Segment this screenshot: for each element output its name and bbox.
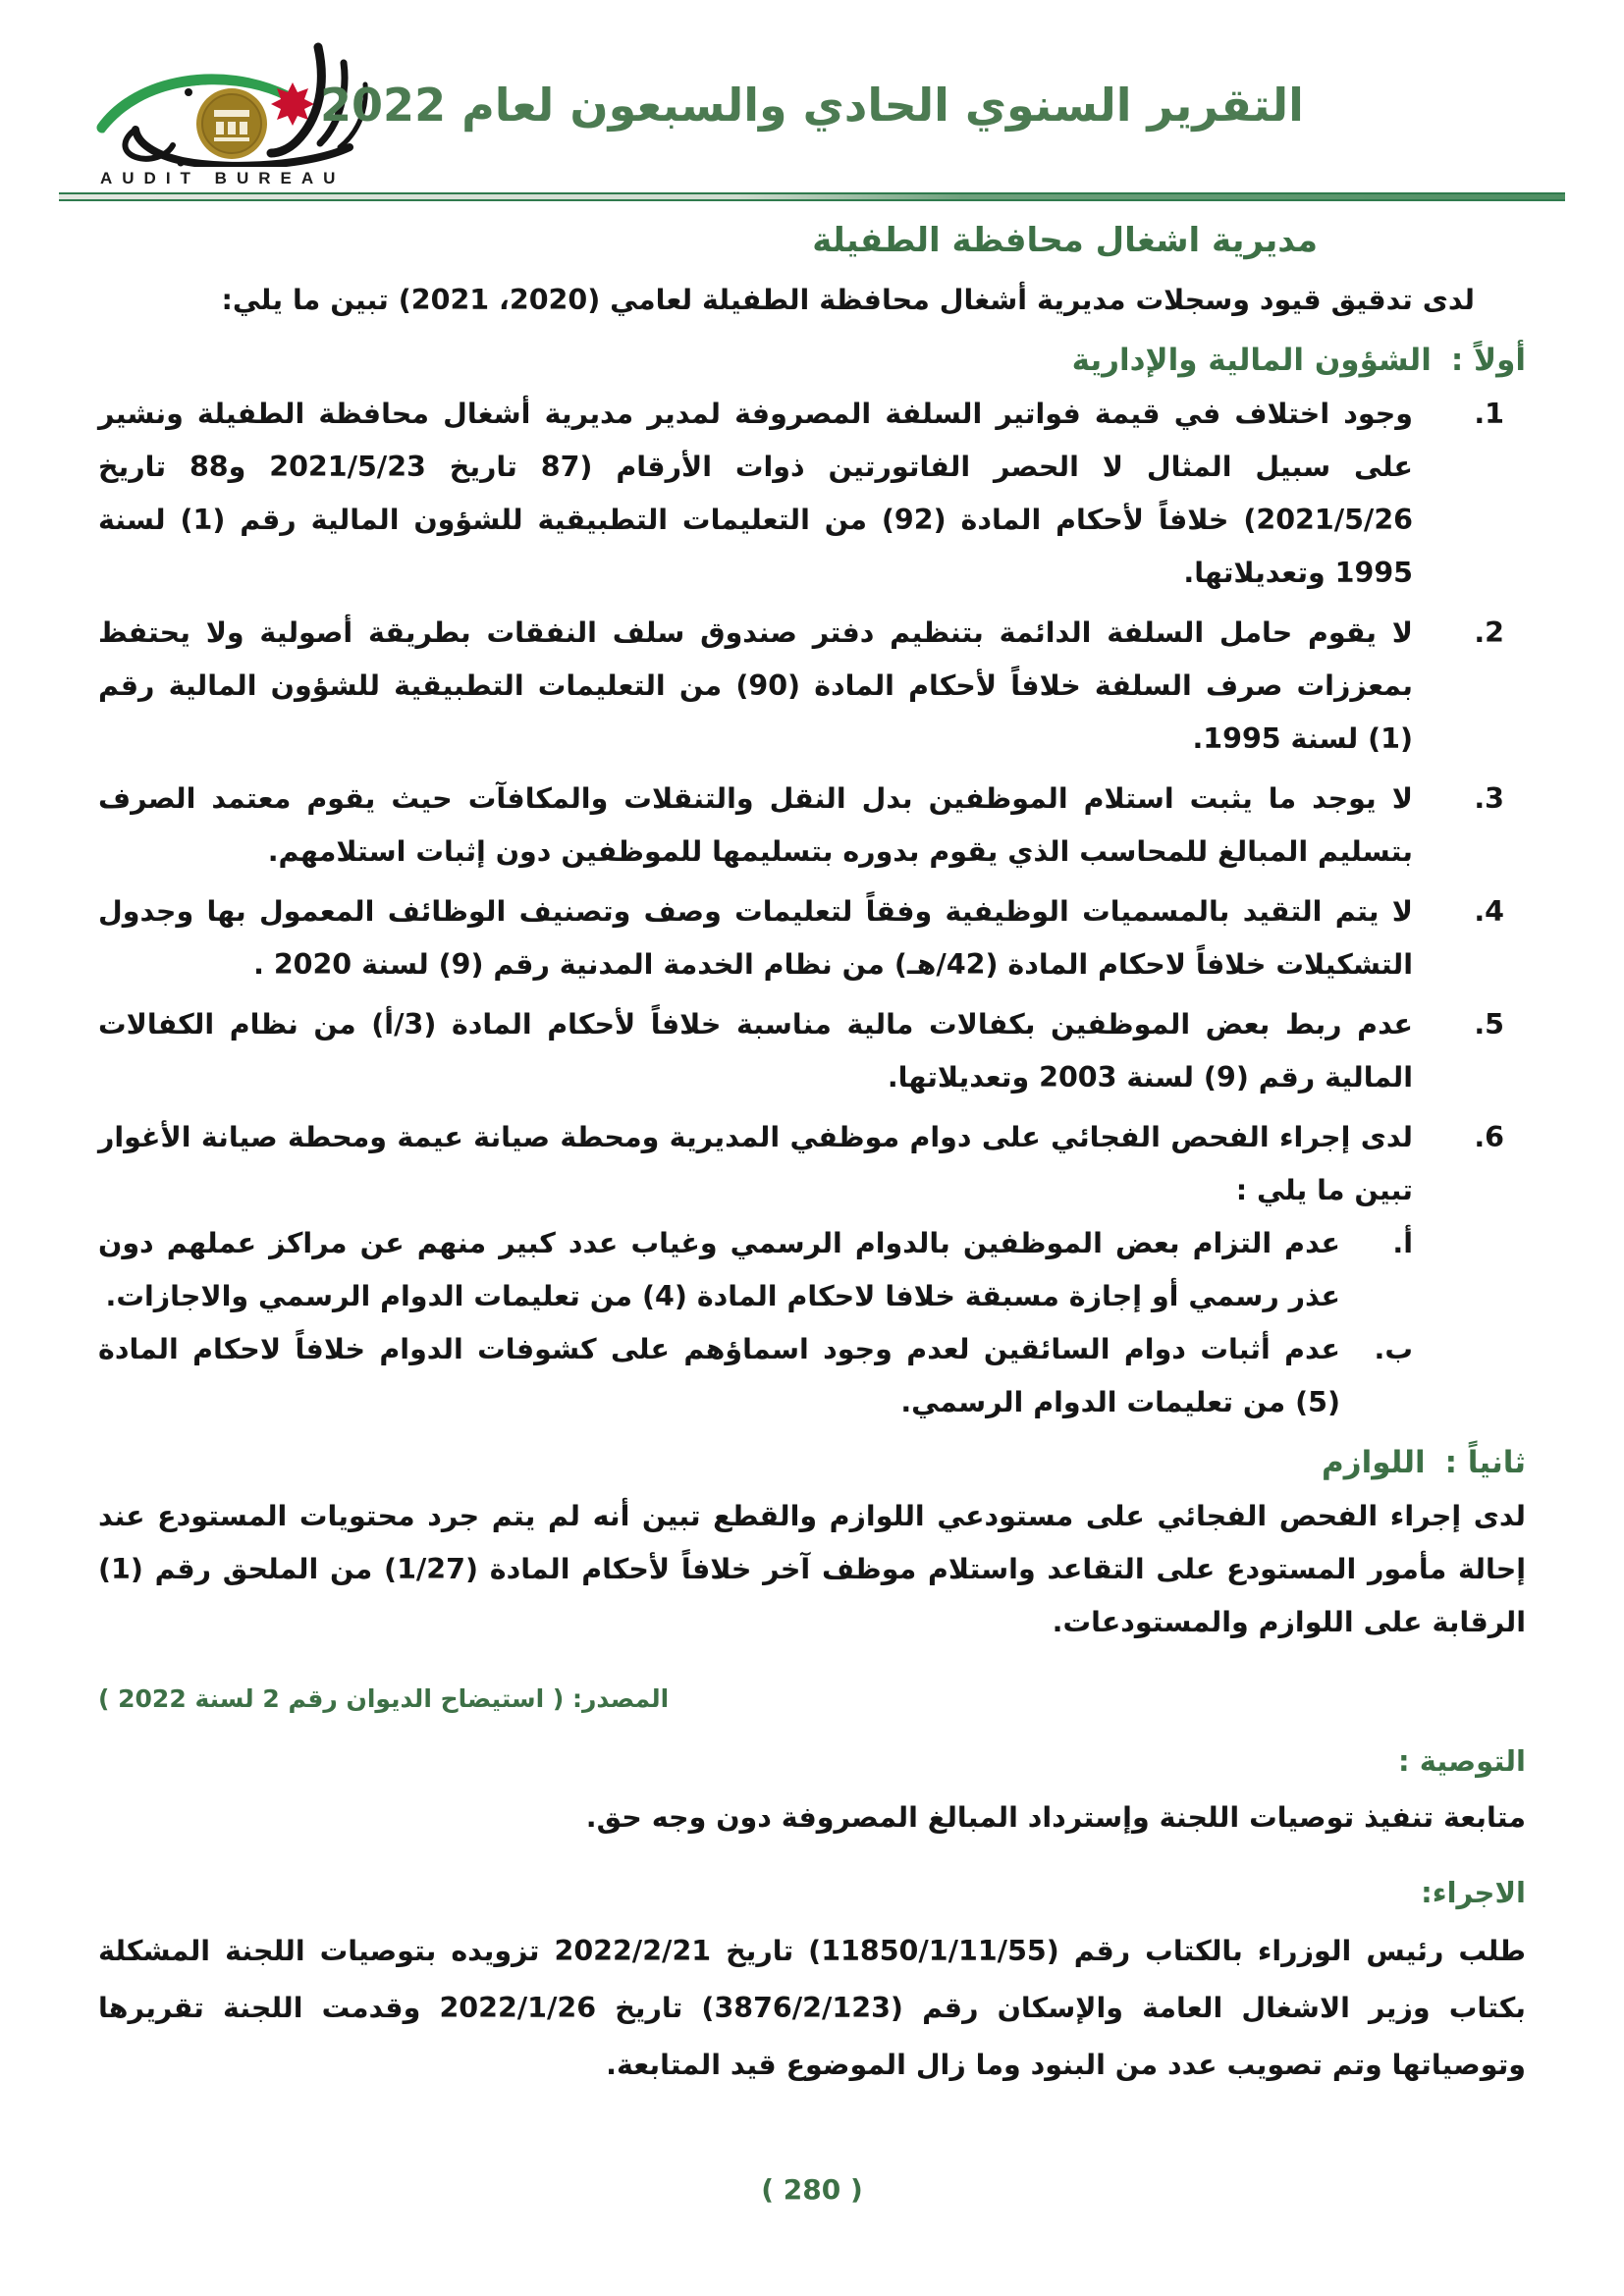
- section-first-heading: [98, 343, 1526, 378]
- directorate-title: مديرية اشغال محافظة الطفيلة: [812, 221, 1318, 260]
- subitem-letter: ب.: [1374, 1333, 1413, 1365]
- finding-text: لا يوجد ما يثبت استلام الموظفين بدل النقل والتنقلات والمكافآت حيث يقوم معتمد الصرف بتسليم المبالغ للمحاسب الذي يقوم بدوره بتسليمها للموظفين دون إثبات استلامهم.: [98, 782, 1413, 868]
- finding-number: 2.: [1474, 616, 1504, 649]
- action-text: طلب رئيس الوزراء بالكتاب رقم (11850/1/11/55) تاريخ 2022/2/21 تزويده بتوصيات اللجنة المشكلة بكتاب وزير الاشغال العامة والإسكان رقم (3876/2/123) تاريخ 2022/1/26 وقدمت اللجنة تقريرها وتوصياتها وتم تصويب عدد من البنود وما زال الموضوع قيد المتابعة.: [98, 1935, 1526, 2081]
- findings-list: [98, 388, 1526, 1429]
- logo-subtitle: AUDIT BUREAU: [100, 169, 346, 187]
- finding-text: وجود اختلاف في قيمة فواتير السلفة المصروفة لمدير مديرية أشغال محافظة الطفيلة ونشير على سبيل المثال لا الحصر الفاتورتين ذوات الأرقام (87 تاريخ 2021/5/23 و88 تاريخ 2021/5/26) خلافاً لأحكام المادة (92) من التعليمات التطبيقية للشؤون المالية رقم (1) لسنة 1995 وتعديلاتها.: [98, 398, 1414, 589]
- source-reference: المصدر: ( استيضاح الديوان رقم 2 لسنة 2022 ): [98, 1684, 670, 1713]
- page-number: ( 280 ): [761, 2173, 863, 2206]
- subitem-text: عدم التزام بعض الموظفين بالدوام الرسمي وغياب عدد كبير منهم عن مراكز عملهم دون عذر رسمي أو إجازة مسبقة خلافا لاحكام المادة (4) من تعليمات الدوام الرسمي والاجازات.: [98, 1227, 1340, 1312]
- finding-item: [98, 607, 1504, 766]
- finding-number: 3.: [1474, 782, 1504, 815]
- finding-item: [98, 388, 1504, 600]
- report-body: [0, 221, 1624, 2094]
- subitem-letter: أ.: [1392, 1227, 1413, 1259]
- finding-number: 5.: [1474, 1008, 1504, 1041]
- section-first-label: أولاً :: [1450, 343, 1526, 378]
- finding-text: لا يقوم حامل السلفة الدائمة بتنظيم دفتر صندوق سلف النفقات بطريقة أصولية ولا يحتفظ بمعززات صرف السلفة خلافاً لأحكام المادة (90) من التعليمات التطبيقية للشؤون المالية رقم (1) لسنة 1995.: [98, 616, 1413, 755]
- action-label: الاجراء:: [1421, 1876, 1526, 1909]
- supplies-paragraph: لدى إجراء الفحص الفجائي على مستودعي اللوازم والقطع تبين أنه لم يتم جرد محتويات المستودع عند إحالة مأمور المستودع على التقاعد واستلام موظف آخر خلافاً لأحكام المادة (1/27) من الملحق رقم (1) الرقابة على اللوازم والمستودعات.: [98, 1500, 1527, 1638]
- finding-number: 4.: [1474, 895, 1504, 928]
- intro-paragraph: لدى تدقيق قيود وسجلات مديرية أشغال محافظة الطفيلة لعامي (2020، 2021) تبين ما يلي:: [221, 284, 1475, 316]
- subitem-text: عدم أثبات دوام السائقين لعدم وجود اسماؤهم على كشوفات الدوام خلافاً لاحكام المادة (5) من تعليمات الدوام الرسمي.: [98, 1333, 1340, 1418]
- page-header: [0, 0, 1624, 192]
- section-second-label: ثانياً :: [1444, 1445, 1526, 1480]
- report-title: التقرير السنوي الحادي والسبعون لعام 2022: [320, 79, 1304, 132]
- finding-subitems: [98, 1217, 1413, 1429]
- finding-text: لا يتم التقيد بالمسميات الوظيفية وفقاً لتعليمات وصف وتصنيف الوظائف المعمول بها وجدول التشكيلات خلافاً لاحكام المادة (42/هـ) من نظام الخدمة المدنية رقم (9) لسنة 2020 .: [98, 895, 1413, 981]
- section-second-heading: [98, 1445, 1526, 1480]
- section-second-text: اللوازم: [1322, 1445, 1426, 1480]
- finding-item: [98, 1111, 1504, 1429]
- header-divider: [59, 192, 1565, 201]
- finding-item: [98, 998, 1504, 1104]
- recommendation-text: متابعة تنفيذ توصيات اللجنة وإسترداد المبالغ المصروفة دون وجه حق.: [585, 1801, 1526, 1834]
- finding-item: [98, 885, 1504, 991]
- finding-subitem: [98, 1323, 1413, 1429]
- recommendation-label: التوصية :: [1398, 1744, 1526, 1778]
- finding-text: لدى إجراء الفحص الفجائي على دوام موظفي المديرية ومحطة صيانة عيمة ومحطة صيانة الأغوار تبين ما يلي :: [98, 1121, 1413, 1206]
- finding-text: عدم ربط بعض الموظفين بكفالات مالية مناسبة خلافاً لأحكام المادة (3/أ) من نظام الكفالات المالية رقم (9) لسنة 2003 وتعديلاتها.: [98, 1008, 1414, 1094]
- finding-number: 6.: [1474, 1121, 1504, 1153]
- finding-number: 1.: [1474, 398, 1504, 430]
- section-first-text: الشؤون المالية والإدارية: [1071, 343, 1432, 378]
- finding-subitem: [98, 1217, 1413, 1323]
- finding-item: [98, 773, 1504, 879]
